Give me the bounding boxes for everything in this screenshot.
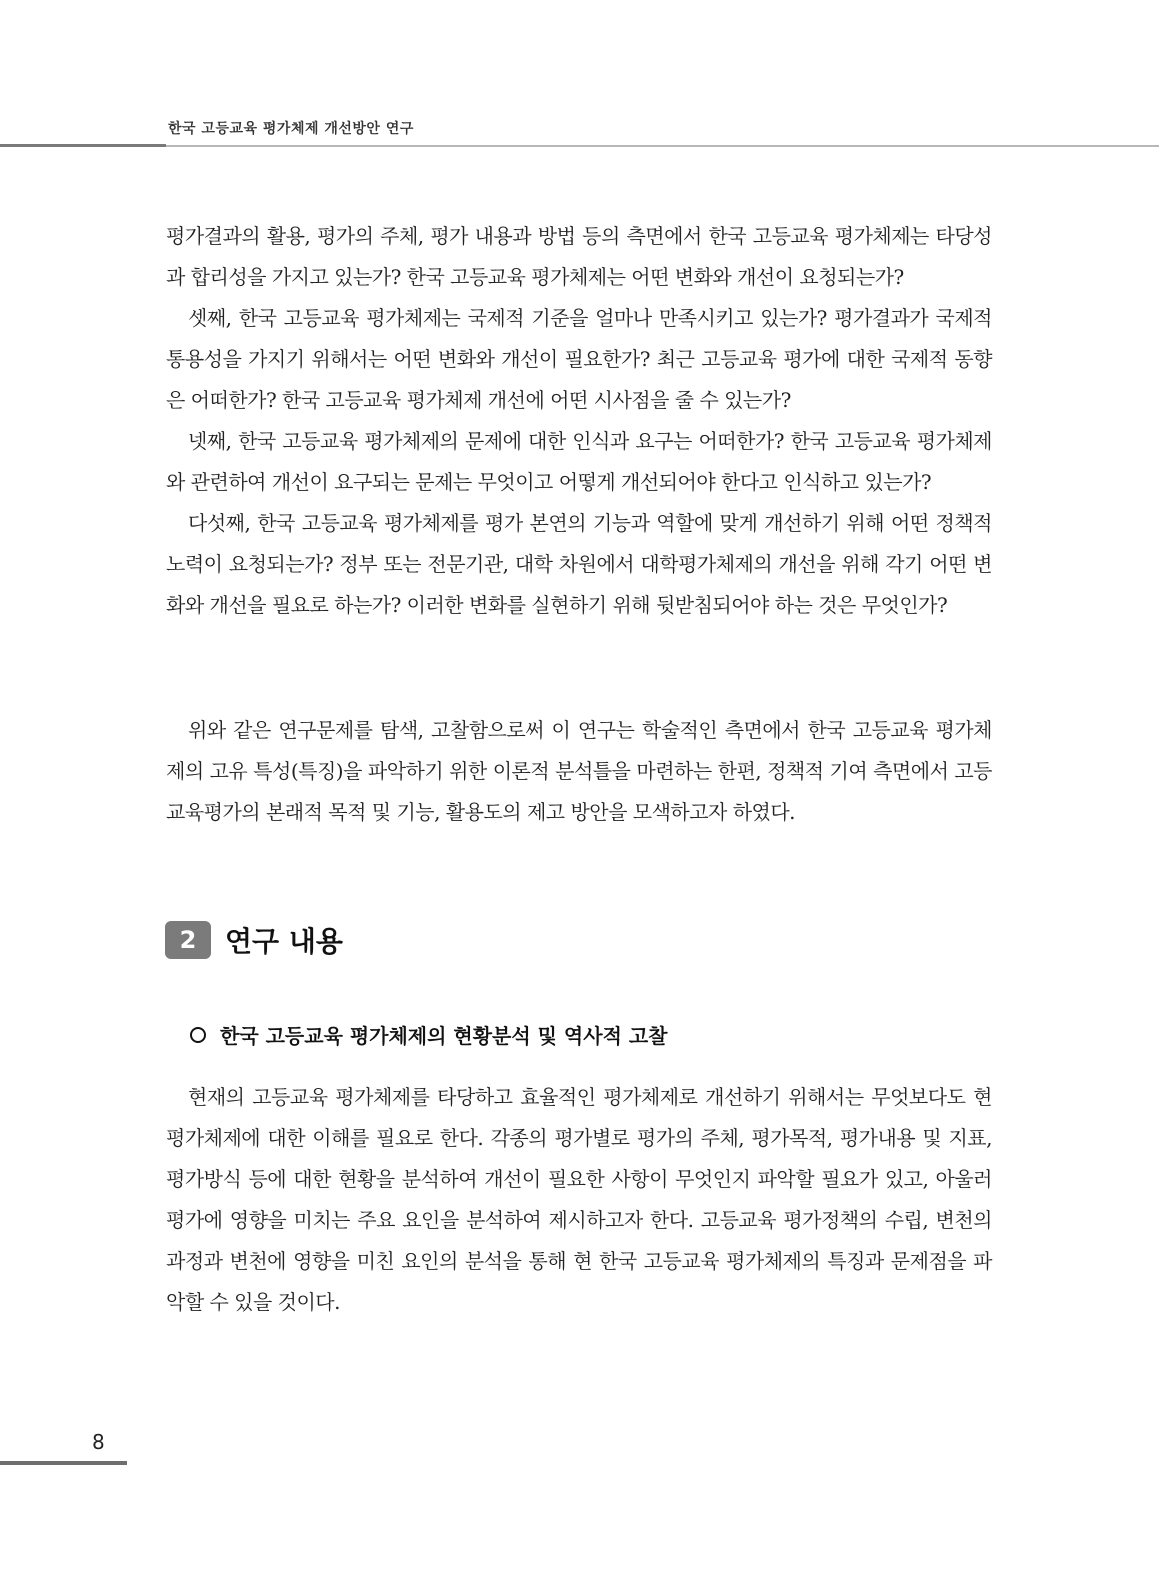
- summary-text: [166, 710, 992, 833]
- intro-paragraph-1: 평가결과의 활용, 평가의 주체, 평가 내용과 방법 등의 측면에서 한국 고등교육 평가체제는 타당성과 합리성을 가지고 있는가? 한국 고등교육 평가체제는 어떤 변화와 개선이 요청되는가?: [166, 224, 992, 289]
- section-text: [166, 1077, 992, 1323]
- header-rule-dark: [0, 144, 166, 147]
- summary-paragraph: 위와 같은 연구문제를 탐색, 고찰함으로써 이 연구는 학술적인 측면에서 한국 고등교육 평가체제의 고유 특성(특징)을 파악하기 위한 이론적 분석틀을 마련하는 한편, 정책적 기여 측면에서 고등교육평가의 본래적 목적 및 기능, 활용도의 제고 방안을 모색하고자 하였다.: [166, 718, 992, 824]
- subheading: [190, 1020, 668, 1049]
- intro-paragraph-2: 셋째, 한국 고등교육 평가체제는 국제적 기준을 얼마나 만족시키고 있는가? 평가결과가 국제적 통용성을 가지기 위해서는 어떤 변화와 개선이 필요한가? 최근 고등교육 평가에 대한 국제적 동향은 어떠한가? 한국 고등교육 평가체제 개선에 어떤 시사점을 줄 수 있는가?: [166, 306, 992, 412]
- section-number-badge: 2: [165, 921, 211, 959]
- header-rule-light: [166, 145, 1159, 147]
- subheading-text: 한국 고등교육 평가체제의 현황분석 및 역사적 고찰: [220, 1024, 668, 1048]
- section-title: 연구 내용: [225, 925, 343, 958]
- running-header-title: 한국 고등교육 평가체제 개선방안 연구: [168, 121, 414, 137]
- intro-paragraph-3: 넷째, 한국 고등교육 평가체제의 문제에 대한 인식과 요구는 어떠한가? 한국 고등교육 평가체제와 관련하여 개선이 요구되는 문제는 무엇이고 어떻게 개선되어야 한다고 인식하고 있는가?: [166, 429, 992, 494]
- intro-text: [166, 216, 992, 626]
- section-paragraph: 현재의 고등교육 평가체제를 타당하고 효율적인 평가체제로 개선하기 위해서는 무엇보다도 현 평가체제에 대한 이해를 필요로 한다. 각종의 평가별로 평가의 주체, 평가목적, 평가내용 및 지표, 평가방식 등에 대한 현황을 분석하여 개선이 필요한 사항이 무엇인지 파악할 필요가 있고, 아울러 평가에 영향을 미치는 주요 요인을 분석하여 제시하고자 한다. 고등교육 평가정책의 수립, 변천의 과정과 변천에 영향을 미친 요인의 분석을 통해 현 한국 고등교육 평가체제의 특징과 문제점을 파악할 수 있을 것이다.: [166, 1085, 992, 1314]
- intro-paragraph-4: 다섯째, 한국 고등교육 평가체제를 평가 본연의 기능과 역할에 맞게 개선하기 위해 어떤 정책적 노력이 요청되는가? 정부 또는 전문기관, 대학 차원에서 대학평가체제의 개선을 위해 각기 어떤 변화와 개선을 필요로 하는가? 이러한 변화를 실현하기 위해 뒷받침되어야 하는 것은 무엇인가?: [166, 511, 992, 617]
- footer-rule: [0, 1461, 127, 1465]
- page-number: 8: [92, 1430, 105, 1454]
- section-heading: [165, 920, 343, 960]
- circle-bullet-icon: [190, 1027, 206, 1043]
